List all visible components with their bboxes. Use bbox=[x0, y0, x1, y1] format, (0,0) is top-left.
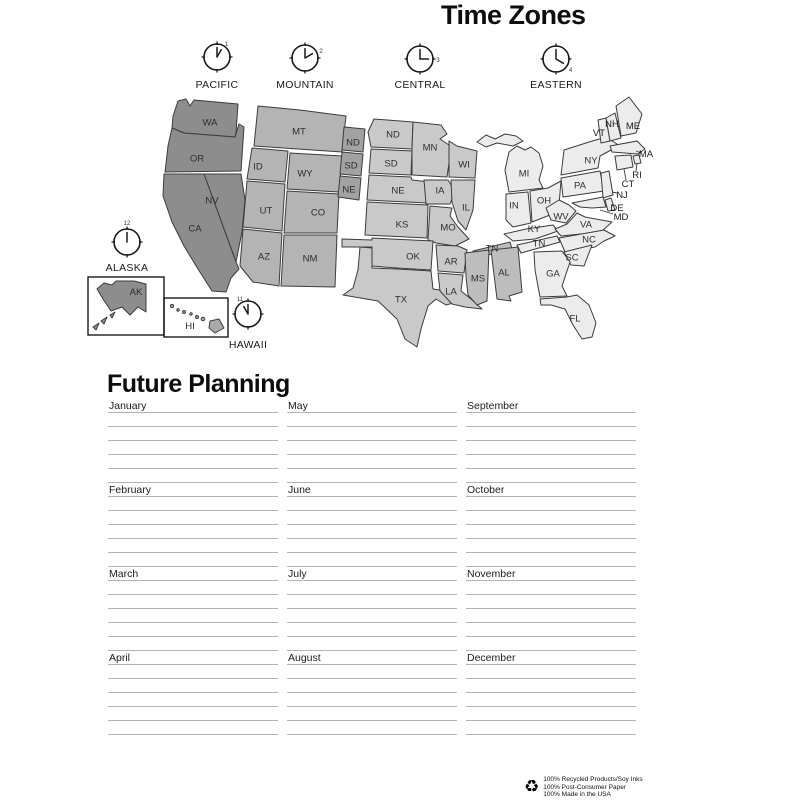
state-label-sc: SC bbox=[565, 252, 579, 264]
state-label-tn-eastern: TN bbox=[532, 238, 546, 250]
month-block-january bbox=[108, 399, 278, 483]
clock-label-mountain: MOUNTAIN bbox=[276, 79, 334, 91]
month-block-may bbox=[287, 399, 457, 483]
state-label-tn-central: TN bbox=[485, 243, 499, 255]
hawaii-island bbox=[170, 304, 173, 307]
state-label-md: MD bbox=[613, 212, 629, 223]
aleutian-islands bbox=[93, 312, 115, 330]
state-label-sd-central: SD bbox=[384, 158, 398, 170]
state-label-ia: IA bbox=[435, 185, 445, 197]
state-label-ct: CT bbox=[621, 179, 635, 190]
hawaii-island bbox=[190, 313, 192, 315]
state-label-oh: OH bbox=[536, 195, 552, 207]
month-label: June bbox=[288, 484, 311, 496]
clock-hour-number: 1 bbox=[224, 42, 229, 48]
month-label: October bbox=[467, 484, 505, 496]
hawaii-island bbox=[201, 317, 205, 321]
state-label-in: IN bbox=[509, 200, 519, 212]
month-block-november bbox=[466, 567, 636, 651]
footer-line-2: 100% Post-Consumer Paper bbox=[543, 783, 626, 791]
state-label-de: DE bbox=[610, 203, 624, 214]
state-label-ut: UT bbox=[259, 205, 273, 217]
future-planning-title: Future Planning bbox=[107, 370, 290, 398]
state-label-ga: GA bbox=[546, 268, 560, 280]
footer-line-3: 100% Made in the USA bbox=[543, 791, 611, 798]
state-label-nj: NJ bbox=[616, 190, 628, 201]
state-label-mt: MT bbox=[292, 126, 306, 138]
footer-text bbox=[543, 776, 642, 799]
clock-hawaii bbox=[229, 297, 267, 351]
month-label: September bbox=[467, 400, 519, 412]
state-label-ne-central: NE bbox=[391, 185, 405, 197]
state-label-fl: FL bbox=[569, 313, 581, 325]
state-label-ms: MS bbox=[470, 273, 486, 285]
state-label-al: AL bbox=[498, 267, 510, 279]
state-label-sd-mountain: SD bbox=[344, 160, 358, 172]
month-label: January bbox=[109, 400, 147, 412]
month-block-august bbox=[287, 651, 457, 735]
clock-label-alaska: ALASKA bbox=[105, 262, 149, 274]
clock-hour-number: 2 bbox=[319, 49, 323, 55]
month-block-september bbox=[466, 399, 636, 483]
state-label-ri: RI bbox=[632, 170, 642, 181]
state-label-or: OR bbox=[189, 153, 205, 165]
clock-central bbox=[394, 44, 445, 92]
month-block-february bbox=[108, 483, 278, 567]
state-fl bbox=[540, 295, 596, 339]
state-label-wv: WV bbox=[553, 211, 569, 223]
hawaii-big-island bbox=[209, 319, 224, 333]
month-label: November bbox=[467, 568, 516, 580]
time-zones-map bbox=[0, 0, 800, 360]
state-label-ny: NY bbox=[584, 155, 598, 167]
state-md bbox=[572, 197, 606, 208]
state-label-mi: MI bbox=[518, 168, 530, 180]
footer-line-1: 100% Recycled Products/Soy Inks bbox=[543, 776, 643, 783]
clock-label-eastern: EASTERN bbox=[530, 79, 582, 91]
state-mi-upper-peninsula bbox=[477, 134, 523, 147]
state-label-ky: KY bbox=[527, 224, 541, 235]
state-label-ma: MA bbox=[638, 149, 654, 160]
month-label: February bbox=[109, 484, 152, 496]
state-label-nc: NC bbox=[582, 234, 596, 246]
month-label: May bbox=[288, 400, 308, 412]
state-label-az: AZ bbox=[257, 251, 271, 263]
month-block-march bbox=[108, 567, 278, 651]
month-block-october bbox=[466, 483, 636, 567]
state-label-la: LA bbox=[445, 286, 457, 298]
month-block-april bbox=[108, 651, 278, 735]
state-ct bbox=[615, 155, 633, 170]
state-label-nd-central: ND bbox=[386, 129, 400, 141]
state-label-ak: AK bbox=[129, 287, 143, 298]
state-label-ok: OK bbox=[406, 251, 420, 263]
clock-label-central: CENTRAL bbox=[394, 79, 446, 91]
clock-label-hawaii: HAWAII bbox=[228, 339, 268, 351]
state-label-co: CO bbox=[310, 207, 326, 219]
state-label-mn: MN bbox=[422, 142, 438, 154]
state-label-pa: PA bbox=[574, 180, 586, 192]
state-label-ks: KS bbox=[395, 219, 409, 231]
state-label-vt: VT bbox=[592, 128, 606, 139]
state-nj bbox=[601, 171, 613, 198]
month-label: August bbox=[288, 652, 321, 664]
state-wy bbox=[287, 153, 342, 192]
hawaii-island bbox=[196, 316, 199, 319]
hawaii-island bbox=[183, 311, 186, 314]
state-label-wy: WY bbox=[297, 168, 313, 180]
state-label-hi: HI bbox=[185, 321, 195, 332]
month-label: March bbox=[109, 568, 139, 580]
state-label-ar: AR bbox=[444, 256, 458, 268]
future-planning-grid bbox=[108, 399, 636, 735]
clock-mountain bbox=[276, 43, 334, 92]
state-label-wa: WA bbox=[202, 117, 218, 129]
footer bbox=[524, 776, 643, 799]
state-label-va: VA bbox=[580, 219, 592, 231]
clock-hour-number: 4 bbox=[568, 68, 573, 74]
month-block-july bbox=[287, 567, 457, 651]
clock-hour-number: 11 bbox=[236, 297, 244, 303]
month-label: December bbox=[467, 652, 516, 664]
inset-hawaii bbox=[170, 304, 224, 333]
month-label: July bbox=[288, 568, 307, 580]
month-block-june bbox=[287, 483, 457, 567]
state-label-nh: NH bbox=[605, 119, 619, 130]
clock-eastern bbox=[530, 44, 582, 92]
clock-label-pacific: PACIFIC bbox=[195, 79, 239, 91]
state-label-mo: MO bbox=[440, 222, 456, 234]
state-label-wi: WI bbox=[458, 159, 470, 171]
state-label-me: ME bbox=[625, 121, 641, 132]
state-label-il: IL bbox=[462, 202, 470, 214]
clock-hour-number: 12 bbox=[123, 221, 131, 227]
hawaii-island bbox=[177, 309, 179, 311]
clock-hour-number: 3 bbox=[436, 58, 440, 64]
recycle-icon: ♻ bbox=[524, 777, 540, 797]
month-block-december bbox=[466, 651, 636, 735]
state-label-ne-mountain: NE bbox=[342, 184, 356, 196]
month-label: April bbox=[109, 652, 131, 664]
page-title: Time Zones bbox=[441, 0, 586, 30]
state-label-id: ID bbox=[253, 161, 263, 173]
state-label-ca: CA bbox=[188, 223, 202, 235]
state-label-nm: NM bbox=[302, 253, 318, 265]
state-label-nv: NV bbox=[205, 195, 219, 207]
clock-alaska bbox=[106, 221, 149, 274]
clock-pacific bbox=[196, 42, 239, 92]
zone-central bbox=[342, 119, 482, 347]
state-label-nd-mountain: ND bbox=[346, 137, 360, 149]
state-label-tx: TX bbox=[394, 294, 408, 306]
